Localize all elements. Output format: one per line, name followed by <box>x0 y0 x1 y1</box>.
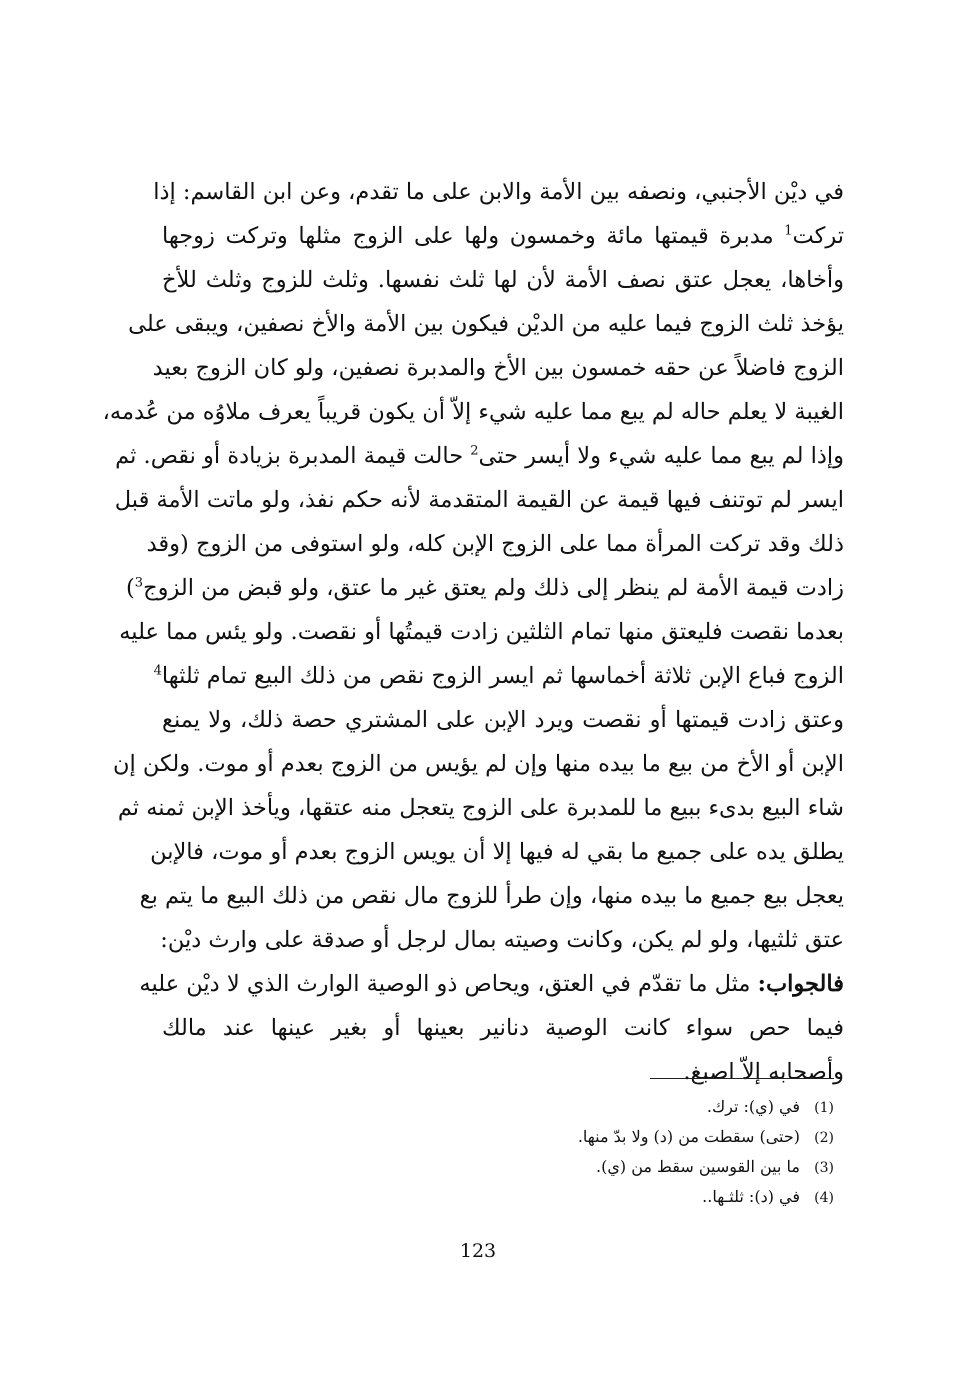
text-line: يؤخذ ثلث الزوج فيما عليه من الديْن فيكون بين الأمة والأخ نصفين، ويبقى على <box>128 311 844 337</box>
text-line: يطلق يده على جميع ما بقي له فيها إلا أن يويس الزوج بعدم أو موت، فالإبن <box>150 839 844 865</box>
footnote-4: (4)في (د): ثلثـها.. <box>702 1187 834 1206</box>
text-line: وأخاها، يعجل عتق نصف الأمة لأن لها ثلث نفسها. وثلث للزوج وثلث للأخ <box>162 267 844 293</box>
text-line: تركت$^1$ مدبرة قيمتها مائة وخمسون ولها على الزوج مثلها وتركت زوجها <box>162 223 844 249</box>
footnote-ref-3: 3 <box>134 575 144 591</box>
footnote-divider <box>650 1078 834 1079</box>
footnote-ref-2: 2 <box>470 443 479 459</box>
text-line: الزوج فباع الإبن ثلاثة أخماسها ثم ايسر الزوج نقص من ذلك البيع تمام ثلثها$^4$ <box>153 663 844 689</box>
text-line: الإبن أو الأخ من بيع ما بيده منها وإن لم يؤيس من الزوج بعدم أو موت. ولكن إن <box>112 751 844 777</box>
answer-label: فالجواب: <box>757 971 844 997</box>
text-line: بعدما نقصت فليعتق منها تمام الثلثين زادت قيمتُها أو نقصت. ولو يئس مما عليه <box>119 619 844 645</box>
text-line: عتق ثلثيها، ولو لم يكن، وكانت وصيته بمال لرجل أو صدقة على وارث ديْن: <box>160 927 844 953</box>
page-number: 123 <box>459 1240 497 1262</box>
footnote-2: (2)(حتى) سقطت من (د) ولا بدّ منها. <box>577 1127 834 1146</box>
footnote-1: (1)في (ي): ترك. <box>706 1097 834 1116</box>
text-line: يعجل بيع جميع ما بيده منها، وإن طرأ للزوج مال نقص من ذلك البيع ما يتم بع <box>139 883 844 909</box>
text-line: ذلك وقد تركت المرأة مما على الزوج الإبن كله، ولو استوفى من الزوج (وقد <box>146 531 844 557</box>
text-line: ايسر لم توتنف فيها قيمة عن القيمة المتقدمة لأنه حكم نفذ، ولو ماتت الأمة قبل <box>114 487 844 513</box>
text-line: وعتق زادت قيمتها أو نقصت ويرد الإبن على المشتري حصة ذلك، ولا يمنع <box>162 707 844 733</box>
text-line: زادت قيمة الأمة لم ينظر إلى ذلك ولم يعتق غير ما عتق، ولو قبض من الزوج$^3$) <box>126 575 844 601</box>
footnote-ref-1: 1 <box>784 223 793 239</box>
text-line: وأصحابه إلاّ اصبغ. <box>683 1059 844 1085</box>
text-line: الزوج فاضلاً عن حقه خمسون بين الأخ والمدبرة نصفين، ولو كان الزوج بعيد <box>152 355 844 381</box>
text-line: في ديْن الأجنبي، ونصفه بين الأمة والابن على ما تقدم، وعن ابن القاسم: إذا <box>153 179 844 205</box>
text-line: فيما حص سواء كانت الوصية دنانير بعينها أو بغير عينها عند مالك <box>162 1015 844 1041</box>
text-line: الغيبة لا يعلم حاله لم يبع مما عليه شيء إلاّ أن يكون قريباً يعرف ملاوُه من عُدمه، <box>102 399 844 425</box>
text-line: شاء البيع بدىء ببيع ما للمدبرة على الزوج يتعجل منه عتقها، ويأخذ الإبن ثمنه ثم <box>117 795 844 821</box>
footnote-3: (3)ما بين القوسين سقط من (ي). <box>596 1157 834 1176</box>
text-line: فالجواب: مثل ما تقدّم في العتق، ويحاص ذو الوصية الوارث الذي لا ديْن عليه <box>139 971 844 997</box>
text-line: وإذا لم يبع مما عليه شيء ولا أيسر حتى$^2$ حالت قيمة المدبرة بزيادة أو نقص. ثم <box>115 443 844 469</box>
footnote-ref-4: 4 <box>153 663 162 679</box>
